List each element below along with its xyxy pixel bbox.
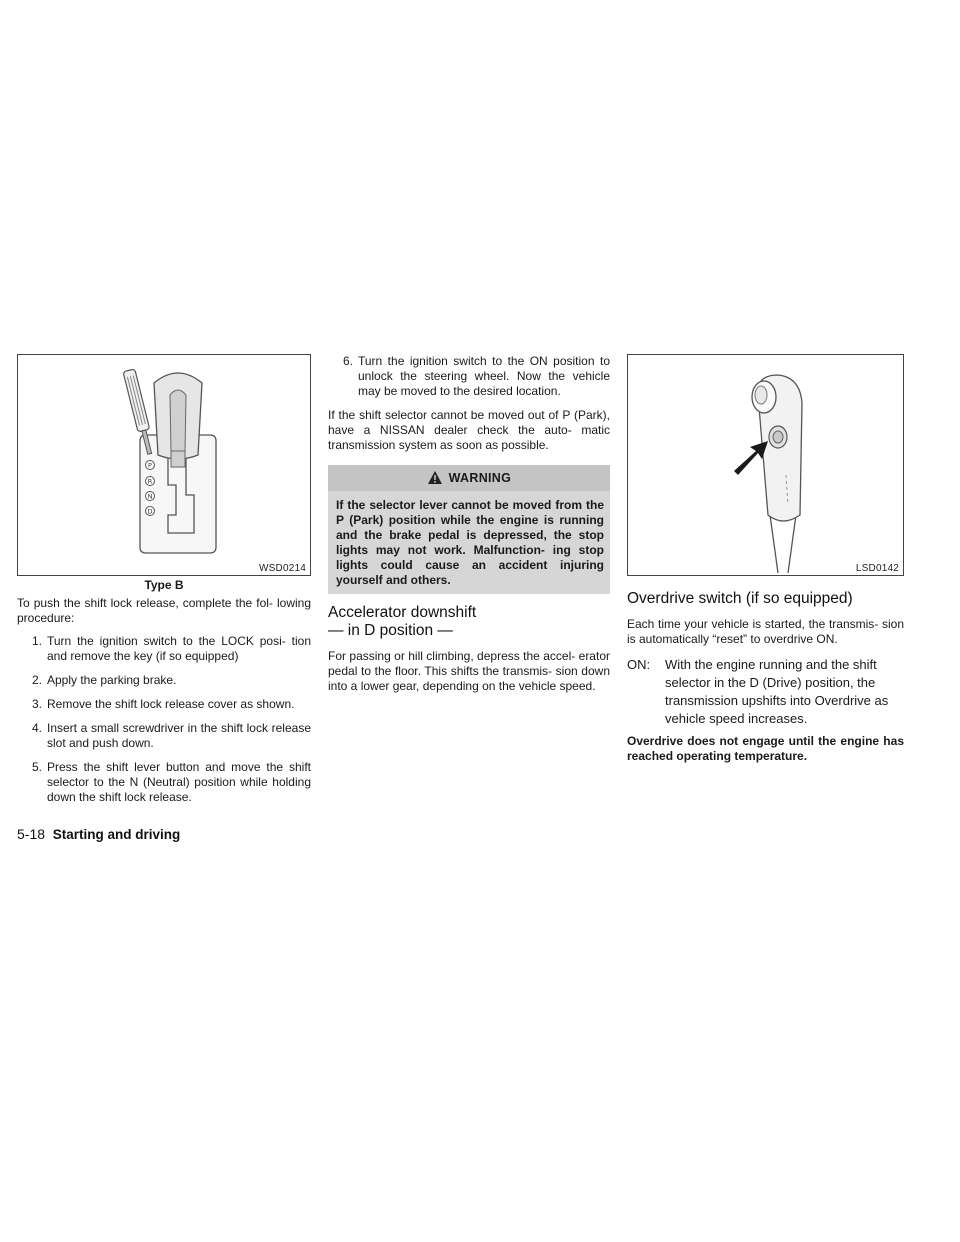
downshift-heading — [328, 604, 610, 640]
step-text: Turn the ignition switch to the LOCK posi- tion and remove the key (if so equipped) — [47, 634, 311, 663]
overdrive-figure — [627, 354, 904, 576]
procedure-steps-continued — [328, 354, 610, 399]
shift-mark-r-label: R — [147, 477, 153, 486]
warning-box — [328, 465, 610, 594]
step-number: 4. — [32, 721, 43, 735]
step-item — [17, 673, 311, 688]
downshift-body: For passing or hill climbing, depress the accel- erator pedal to the floor. This shifts the transmis- sion down into a lower gear, depending on the vehicle speed. — [328, 649, 610, 693]
downshift-heading-line1: Accelerator downshift — [328, 604, 477, 621]
shift-mark-d-label: D — [147, 507, 153, 516]
figure-code: LSD0142 — [855, 563, 899, 574]
overdrive-switch-illustration — [628, 355, 903, 575]
step-number: 1. — [32, 634, 43, 648]
step-item — [328, 354, 610, 399]
warning-title: WARNING — [448, 471, 512, 485]
page-footer — [17, 826, 180, 842]
column-middle — [328, 354, 610, 694]
step-item — [17, 634, 311, 664]
figure-code: WSD0214 — [259, 563, 306, 574]
column-right — [627, 354, 904, 764]
overdrive-body: Each time your vehicle is started, the transmis- sion is automatically “reset” to overdrive ON. — [627, 617, 904, 646]
downshift-heading-line2: — in D position — — [328, 622, 453, 639]
overdrive-note: Overdrive does not engage until the engine has reached operating temperature. — [627, 734, 904, 763]
step-item — [17, 760, 311, 805]
step-number: 5. — [32, 760, 43, 774]
step-text: Insert a small screwdriver in the shift lock release slot and push down. — [47, 721, 311, 750]
overdrive-on-label: ON: — [627, 657, 651, 672]
shift-mark-n-label: N — [147, 492, 153, 501]
overdrive-heading: Overdrive switch (if so equipped) — [627, 590, 853, 607]
warning-header — [328, 465, 610, 491]
step-number: 2. — [32, 673, 43, 687]
step-item — [17, 721, 311, 751]
step-number: 3. — [32, 697, 43, 711]
shift-mark-p-label: P — [148, 461, 152, 470]
step-text: Press the shift lever button and move the shift selector to the N (Neutral) position while holding down the shift lock release. — [47, 760, 311, 804]
step-text: Apply the parking brake. — [47, 673, 177, 687]
overdrive-on-description — [627, 656, 904, 728]
step-item — [17, 697, 311, 712]
shift-lock-illustration — [18, 355, 310, 575]
step-text: Remove the shift lock release cover as shown. — [47, 697, 295, 711]
figure-caption: Type B — [144, 578, 184, 592]
section-title: Starting and driving — [52, 827, 181, 842]
shift-lock-figure — [17, 354, 311, 576]
procedure-intro: To push the shift lock release, complete the fol- lowing procedure: — [17, 596, 311, 625]
step-number: 6. — [343, 354, 354, 368]
shift-selector-note: If the shift selector cannot be moved out of P (Park), have a NISSAN dealer check the auto- matic transmission system as soon as possible. — [328, 408, 610, 452]
warning-triangle-icon — [427, 470, 443, 485]
procedure-steps — [17, 634, 311, 805]
step-text: Turn the ignition switch to the ON position to unlock the steering wheel. Now the vehicle may be moved to the desired location. — [358, 354, 610, 398]
overdrive-on-text: With the engine running and the shift selector in the D (Drive) position, the transmission upshifts into Overdrive as vehicle speed increases. — [665, 657, 889, 726]
column-left — [17, 354, 311, 814]
page-number: 5-18 — [17, 826, 46, 842]
warning-text: If the selector lever cannot be moved from the P (Park) position while the engine is running and the brake pedal is depressed, the stop lights may not work. Malfunction- ing stop lights could cause an accident injuring yourself and others. — [336, 498, 604, 587]
